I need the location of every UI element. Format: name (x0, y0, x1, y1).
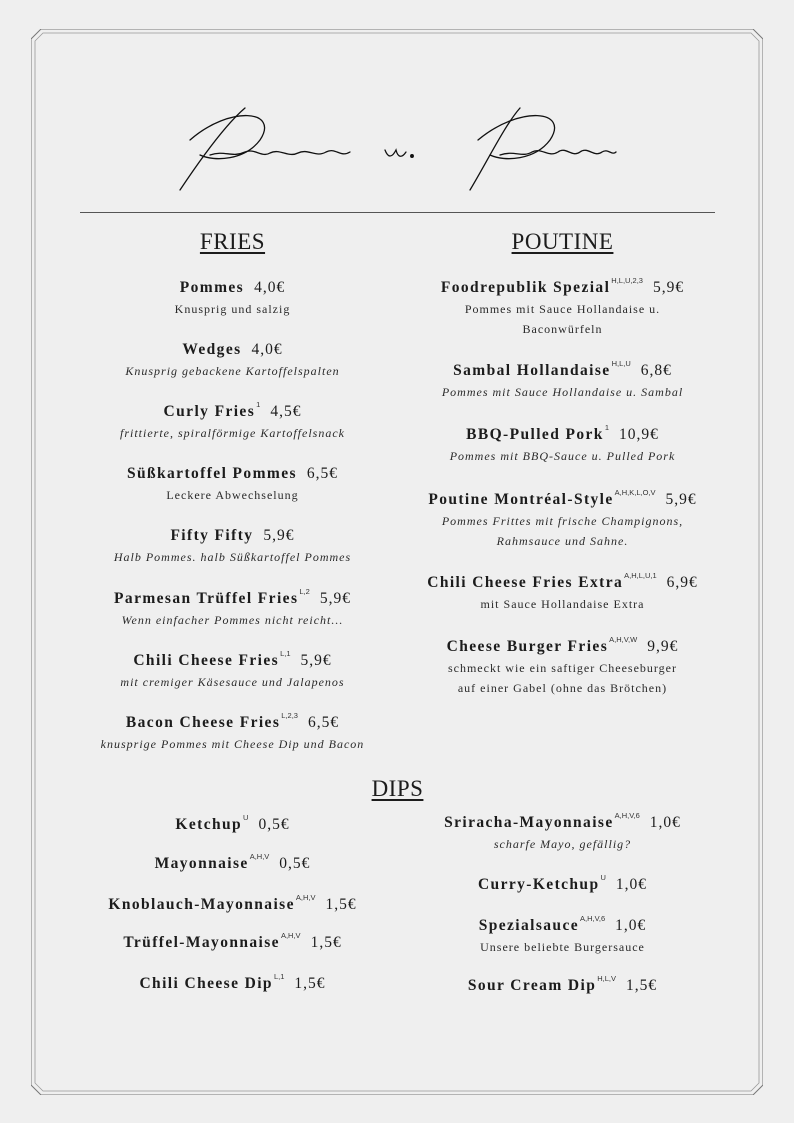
item-description: scharfe Mayo, gefällig? (493, 837, 632, 851)
fries-item (80, 649, 385, 692)
fries-item (80, 587, 385, 630)
poutine-item (410, 359, 715, 402)
item-name: Sriracha-Mayonnaise (444, 814, 614, 831)
allergen-codes: L,1 (280, 649, 291, 658)
fries-item (80, 279, 385, 319)
item-description-line2: Baconwürfeln (522, 322, 603, 336)
item-price: 1,0€ (649, 814, 681, 831)
dip-item (410, 974, 715, 995)
item-description: Unsere beliebte Burgersauce (480, 940, 645, 954)
poutine-item (410, 423, 715, 466)
item-description: Pommes mit Sauce Hollandaise u. (464, 302, 661, 316)
item-price: 1,5€ (310, 934, 342, 951)
item-price: 6,5€ (307, 714, 340, 731)
item-name: Parmesan Trüffel Fries (114, 590, 299, 607)
allergen-codes: L,2,3 (281, 711, 298, 720)
item-name: Foodrepublik Spezial (440, 279, 611, 296)
item-price: 5,9€ (319, 590, 351, 607)
item-name: Curly Fries (163, 403, 256, 420)
item-price: 1,0€ (615, 876, 648, 893)
fries-item (80, 527, 385, 567)
item-price: 10,9€ (619, 426, 659, 443)
allergen-codes: U (243, 813, 249, 822)
item-name: Poutine Montréal-Style (428, 491, 614, 508)
item-price: 5,9€ (300, 652, 332, 669)
item-price: 1,0€ (615, 917, 647, 934)
item-description: schmeckt wie ein saftiger Cheeseburger (447, 661, 678, 675)
item-price: 1,5€ (626, 977, 658, 994)
item-price: 5,9€ (263, 527, 295, 544)
dip-item (410, 914, 715, 957)
poutine-item (410, 488, 715, 551)
item-name: Pommes (179, 279, 245, 296)
allergen-codes: L,1 (273, 972, 285, 981)
poutine-heading: POUTINE (511, 229, 614, 254)
script-title-logo (170, 100, 630, 200)
item-description: Pommes Frittes mit frische Champignons, (441, 514, 684, 528)
poutine-item (410, 635, 715, 698)
item-name: Knoblauch-Mayonnaise (108, 896, 295, 913)
item-description: Knusprig und salzig (174, 302, 291, 316)
item-name: Trüffel-Mayonnaise (123, 934, 280, 951)
allergen-codes: A,H,K,L,O,V (614, 488, 656, 497)
item-price: 6,8€ (640, 362, 672, 379)
item-name: Süßkartoffel Pommes (126, 465, 297, 482)
item-name: Spezialsauce (478, 917, 580, 934)
item-price: 5,9€ (665, 491, 697, 508)
allergen-codes: A,H,V,6 (580, 914, 606, 923)
dip-item (80, 813, 385, 834)
item-name: BBQ-Pulled Pork (466, 426, 604, 443)
item-price: 6,9€ (666, 574, 698, 591)
item-description: Halb Pommes. halb Süßkartoffel Pommes (113, 550, 352, 564)
dip-item (410, 811, 715, 854)
allergen-codes: A,H,V (295, 893, 316, 902)
item-name: Mayonnaise (154, 855, 249, 872)
item-name: Sour Cream Dip (467, 977, 597, 994)
poutine-item (410, 571, 715, 614)
item-description: Leckere Abwechselung (166, 488, 299, 502)
fries-item (80, 341, 385, 381)
item-price: 4,5€ (270, 403, 302, 420)
allergen-codes: H,L,V (597, 974, 617, 983)
item-description: Knusprig gebackene Kartoffelspalten (125, 364, 340, 378)
item-price: 4,0€ (254, 279, 286, 296)
item-description: Wenn einfacher Pommes nicht reicht... (121, 613, 344, 627)
fries-heading: FRIES (199, 229, 266, 254)
item-description: knusprige Pommes mit Cheese Dip und Bacon (100, 737, 365, 751)
allergen-codes: A,H,V,6 (614, 811, 640, 820)
item-name: Bacon Cheese Fries (125, 714, 281, 731)
allergen-codes: U (600, 873, 606, 882)
item-name: Fifty Fifty (170, 527, 254, 544)
item-name: Sambal Hollandaise (453, 362, 611, 379)
dip-item (80, 931, 385, 952)
item-description-line2: Rahmsauce und Sahne. (496, 534, 629, 548)
allergen-codes: H,L,U (611, 359, 631, 368)
poutine-item (410, 276, 715, 339)
dip-item (410, 873, 715, 894)
item-description: Pommes mit BBQ-Sauce u. Pulled Pork (449, 449, 676, 463)
item-price: 6,5€ (306, 465, 339, 482)
allergen-codes: A,H,V (249, 852, 270, 861)
title-divider (80, 212, 715, 213)
fries-item (80, 711, 385, 754)
fries-item (80, 400, 385, 443)
allergen-codes: A,H,L,U,1 (624, 571, 657, 580)
allergen-codes: 1 (604, 423, 609, 432)
item-description: mit cremiger Käsesauce und Jalapenos (120, 675, 345, 689)
item-price: 1,5€ (325, 896, 357, 913)
dip-item (80, 972, 385, 993)
item-name: Chili Cheese Dip (139, 975, 273, 992)
item-name: Ketchup (175, 816, 243, 833)
item-price: 1,5€ (294, 975, 326, 992)
item-name: Cheese Burger Fries (446, 638, 609, 655)
item-name: Curry-Ketchup (477, 876, 600, 893)
item-price: 9,9€ (647, 638, 679, 655)
dip-item (80, 852, 385, 873)
item-name: Wedges (182, 341, 242, 358)
dip-item (80, 893, 385, 914)
item-price: 5,9€ (652, 279, 685, 296)
item-name: Chili Cheese Fries Extra (427, 574, 624, 591)
item-description-line2: auf einer Gabel (ohne das Brötchen) (457, 681, 668, 695)
item-description: Pommes mit Sauce Hollandaise u. Sambal (441, 385, 684, 399)
allergen-codes: L,2 (299, 587, 310, 596)
allergen-codes: A,H,V (280, 931, 301, 940)
allergen-codes: 1 (256, 400, 261, 409)
allergen-codes: H,L,U,2,3 (611, 276, 643, 285)
item-price: 0,5€ (258, 816, 290, 833)
item-description: frittierte, spiralförmige Kartoffelsnack (120, 426, 345, 440)
allergen-codes: A,H,V,W (609, 635, 638, 644)
item-description: mit Sauce Hollandaise Extra (480, 597, 645, 611)
dips-heading: DIPS (371, 776, 424, 801)
item-name: Chili Cheese Fries (133, 652, 280, 669)
item-price: 0,5€ (279, 855, 311, 872)
fries-item (80, 465, 385, 505)
item-price: 4,0€ (251, 341, 283, 358)
